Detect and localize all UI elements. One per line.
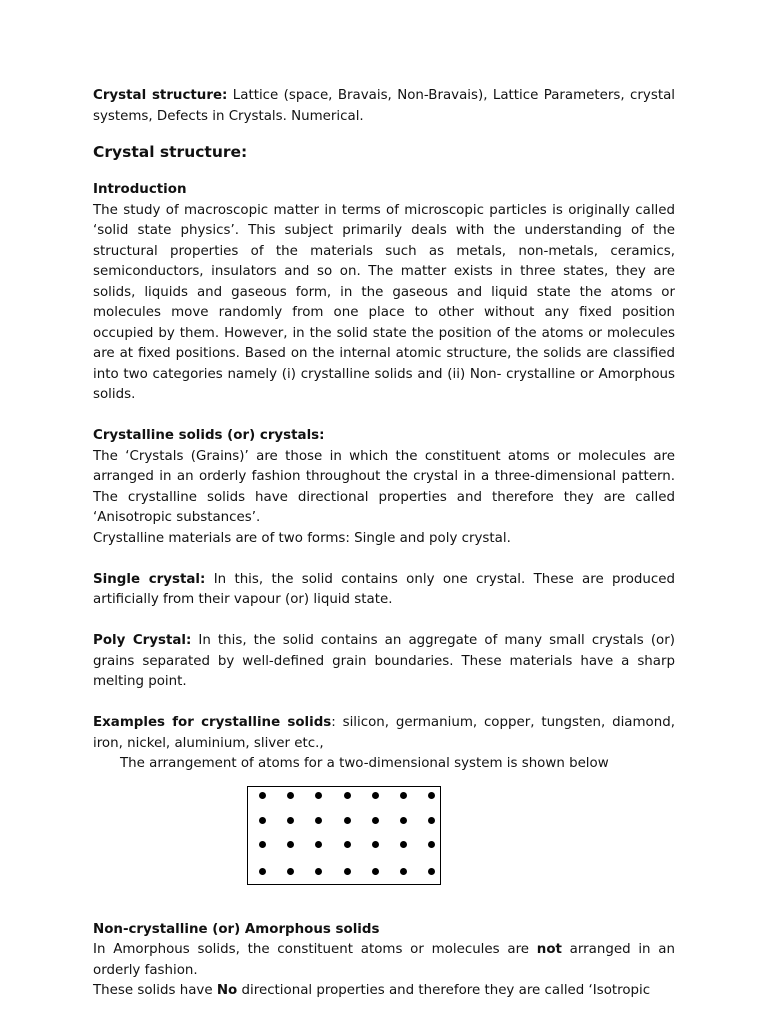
atom-dot	[315, 792, 322, 799]
introduction-paragraph: The study of macroscopic matter in terms of microscopic particles is originally called ‘solid state physics’. This subject primarily deals with the understanding of the structural properties of the materials such as metals, non-metals, ceramics, semiconductors, insulators and so on. The matter exists in three states, they are solids, liquids and gaseous form, in the gaseous and liquid state the atoms or molecules move randomly from one place to other without any fixed position occupied by them. However, in the solid state the position of the atoms or molecules are at fixed positions. Based on the internal atomic structure, the solids are classified into two categories namely (i) crystalline solids and (ii) Non- crystalline or Amorphous solids.	[93, 202, 675, 402]
atom-dot	[259, 792, 266, 799]
atom-dot	[344, 841, 351, 848]
atom-dot	[344, 792, 351, 799]
atom-dot	[400, 868, 407, 875]
amorphous-paragraph-1: In Amorphous solids, the constituent atoms or molecules are not arranged in an orderly fashion.	[93, 942, 675, 978]
crystalline-forms: Crystalline materials are of two forms: Single and poly crystal.	[93, 530, 511, 546]
poly-crystal-label: Poly Crystal:	[93, 633, 192, 648]
atom-dot	[400, 792, 407, 799]
atom-dot	[372, 817, 379, 824]
atom-dot	[287, 868, 294, 875]
section-heading: Crystal structure:	[93, 143, 248, 161]
syllabus-line	[93, 86, 675, 127]
atom-dot	[259, 868, 266, 875]
examples-label: Examples for crystalline solids	[93, 715, 332, 730]
single-crystal-label: Single crystal:	[93, 571, 206, 587]
atom-dot	[428, 841, 435, 848]
atom-dot	[287, 817, 294, 824]
atom-dot	[400, 841, 407, 848]
examples-paragraph: Examples for crystalline solids: silicon, germanium, copper, tungsten, diamond, iron, nickel, aluminium, sliver etc.,	[93, 715, 675, 751]
atom-dot	[259, 841, 266, 848]
atom-dot	[315, 817, 322, 824]
introduction-title: Introduction	[93, 182, 187, 197]
atom-dot	[372, 792, 379, 799]
amorphous-title: Non-crystalline (or) Amorphous solids	[93, 921, 380, 937]
arrangement-text: The arrangement of atoms for a two-dimensional system is shown below	[120, 756, 609, 771]
crystalline-title: Crystalline solids (or) crystals:	[93, 428, 325, 443]
atom-dot	[428, 868, 435, 875]
atom-dot	[372, 841, 379, 848]
atom-dot	[428, 817, 435, 824]
atom-dot	[344, 868, 351, 875]
atom-dot	[287, 792, 294, 799]
atom-dot	[259, 817, 266, 824]
amorphous-paragraph-2: These solids have No directional properties and therefore they are called ‘Isotropic	[93, 983, 651, 998]
atom-dot	[372, 868, 379, 875]
document-page	[93, 86, 675, 1002]
atom-dot	[315, 841, 322, 848]
syllabus-text: Lattice (space, Bravais, Non-Bravais), Lattice Parameters, crystal systems, Defects in Crystals. Numerical.	[93, 88, 675, 124]
lattice-figure-wrap	[93, 786, 675, 920]
atom-dot	[287, 841, 294, 848]
two-dimensional-lattice-figure	[247, 786, 441, 885]
syllabus-label: Crystal structure:	[93, 88, 228, 103]
poly-crystal-paragraph: Poly Crystal: In this, the solid contains an aggregate of many small crystals (or) grains separated by well-defined grain boundaries. These materials have a sharp melting point.	[93, 633, 675, 689]
atom-dot	[428, 792, 435, 799]
single-crystal-paragraph: Single crystal: In this, the solid contains only one crystal. These are produced artificially from their vapour (or) liquid state.	[93, 571, 675, 607]
atom-dot	[400, 817, 407, 824]
crystalline-paragraph: The ‘Crystals (Grains)’ are those in which the constituent atoms or molecules are arranged in an orderly fashion throughout the crystal in a three-dimensional pattern. The crystalline solids have directional properties and therefore they are called ‘Anisotropic substances’.	[93, 448, 675, 525]
atom-dot	[344, 817, 351, 824]
atom-dot	[315, 868, 322, 875]
